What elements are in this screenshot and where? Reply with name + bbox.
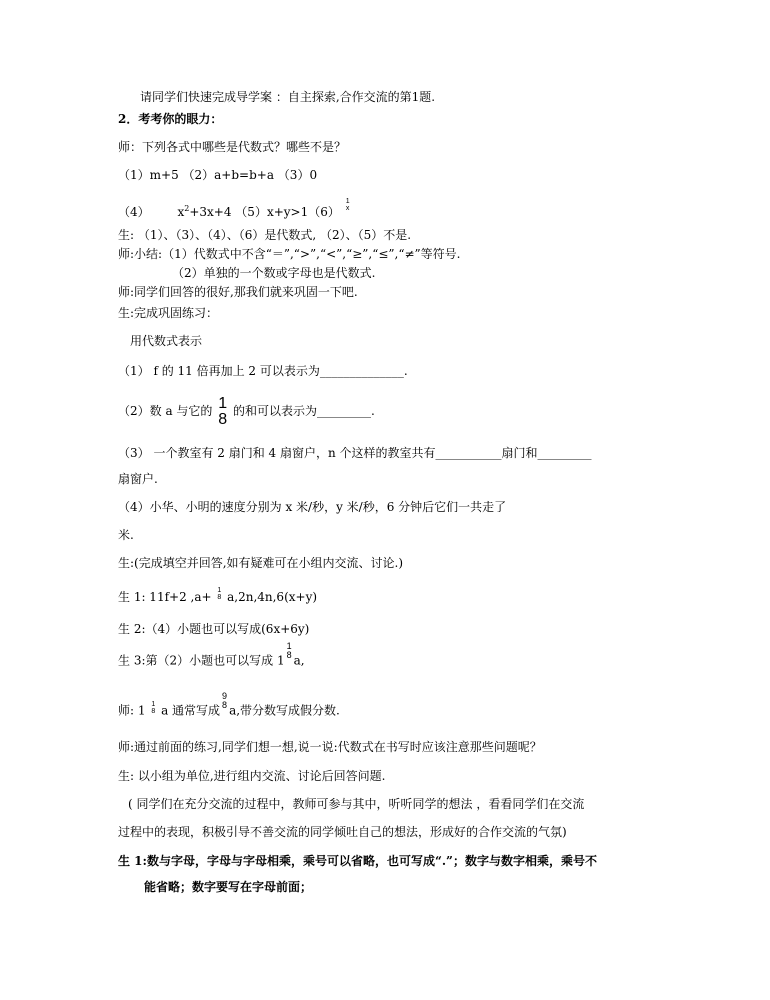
expr4-x: x bbox=[177, 205, 185, 219]
rule-line-2: 能省略；数字要写在字母前面； bbox=[144, 880, 313, 894]
expr4-exponent: 2 bbox=[184, 204, 190, 213]
teacher-think: 师:通过前面的练习,同学们想一想,说一说:代数式在书写时应该注意那些问题呢？ bbox=[118, 740, 542, 754]
student-1-start: 生 1: 11f+2 ,a+ bbox=[118, 590, 212, 604]
teacher-fraction-2-numerator: 9 bbox=[222, 691, 228, 701]
teacher-praise: 师:同学们回答的很好,那我们就来巩固一下吧. bbox=[118, 285, 358, 299]
question-2-start: （2）数 a 与它的 bbox=[118, 404, 213, 418]
teacher-fraction-1 bbox=[151, 701, 155, 715]
question-2-denominator: 8 bbox=[218, 410, 228, 428]
student-group: 生: 以小组为单位,进行组内交流、讨论后回答问题. bbox=[118, 769, 386, 783]
section-heading: 2．考考你的眼力： bbox=[118, 112, 223, 126]
question-4-line-2: 米. bbox=[118, 528, 134, 542]
student-1-end: a,2n,4n,6(x+y) bbox=[227, 590, 318, 604]
express-title: 用代数式表示 bbox=[130, 334, 203, 348]
teacher-mixed-end: a,带分数写成假分数. bbox=[229, 703, 340, 718]
expr4-label: （4） bbox=[118, 205, 150, 219]
expressions-row-2 bbox=[118, 197, 352, 220]
expressions-row-1: （1）m+5 （2）a+b=b+a （3）0 bbox=[118, 168, 318, 182]
student-3-numerator: 1 bbox=[286, 641, 292, 651]
expr6-numerator: 1 bbox=[345, 197, 350, 205]
expr4-rest: +3x+4 （5）x+y>1（6） bbox=[189, 205, 340, 219]
teacher-mixed-mid: a 通常写成 bbox=[161, 703, 221, 718]
teacher-mixed-number bbox=[118, 691, 340, 720]
student-2-answer: 生 2:（4）小题也可以写成(6x+6y) bbox=[118, 622, 310, 636]
student-practice: 生:完成巩固练习： bbox=[118, 306, 219, 320]
student-1-numerator: 1 bbox=[217, 586, 222, 594]
intro-line: 请同学们快速完成导学案 ：自主探索,合作交流的第1题. bbox=[140, 90, 436, 104]
teacher-fraction-1-denominator: 8 bbox=[151, 708, 156, 715]
question-4-line-1: （4）小华、小明的速度分别为 x 米/秒，y 米/秒，6 分钟后它们一共走了 bbox=[118, 500, 507, 514]
question-3-line-1: （3） 一个教室有 2 扇门和 4 扇窗户，n 个这样的教室共有___________扇门和_________ bbox=[118, 446, 592, 460]
student-1-answer bbox=[118, 586, 318, 605]
student-1-fraction bbox=[217, 587, 221, 601]
student-3-end: a, bbox=[293, 653, 305, 668]
teacher-fraction-2 bbox=[222, 692, 227, 710]
student-3-denominator: 8 bbox=[286, 650, 292, 660]
summary-line-1: 师:小结:（1）代数式中不含“＝”,“>”,“<”,“≥”,“≤”,“≠”等符号. bbox=[118, 247, 461, 261]
question-1: （1） f 的 11 倍再加上 2 可以表示为______________. bbox=[118, 364, 408, 378]
question-2-numerator: 1 bbox=[218, 394, 228, 412]
student-1-denominator: 8 bbox=[217, 593, 222, 601]
question-2 bbox=[118, 392, 375, 430]
teacher-fraction-1-numerator: 1 bbox=[151, 701, 156, 708]
teacher-mixed-start: 师: 1 bbox=[118, 703, 146, 718]
expr6-fraction bbox=[346, 198, 350, 212]
note-line-2: 过程中的表现，积极引导不善交流的同学倾吐自己的想法，形成好的合作交流的气氛) bbox=[118, 825, 567, 839]
rule-line-1: 生 1:数与字母，字母与字母相乘，乘号可以省略，也可写成“.”；数字与数字相乘，乘号不 bbox=[118, 854, 597, 868]
student-fill-instruction: 生:(完成填空并回答,如有疑难可在小组内交流、讨论.) bbox=[118, 556, 404, 570]
student-3-start: 生 3:第（2）小题也可以写成 1 bbox=[118, 653, 285, 668]
teacher-question: 师：下列各式中哪些是代数式？哪些不是？ bbox=[118, 140, 347, 154]
summary-line-2: （2）单独的一个数或字母也是代数式. bbox=[172, 266, 376, 280]
teacher-fraction-2-denominator: 8 bbox=[222, 700, 228, 710]
expr6-denominator: x bbox=[345, 204, 350, 212]
question-2-end: 的和可以表示为_________. bbox=[232, 404, 375, 418]
question-2-fraction bbox=[218, 396, 227, 428]
student-3-fraction bbox=[287, 642, 292, 660]
question-3-line-2: 扇窗户. bbox=[118, 472, 158, 486]
student-3-answer bbox=[118, 641, 305, 670]
note-line-1: ( 同学们在充分交流的过程中，教师可参与其中，听听同学的想法 ，看看同学们在交流 bbox=[128, 797, 585, 811]
student-answer: 生: （1）、（3）、（4）、（6）是代数式, （2）、（5）不是. bbox=[118, 228, 412, 242]
